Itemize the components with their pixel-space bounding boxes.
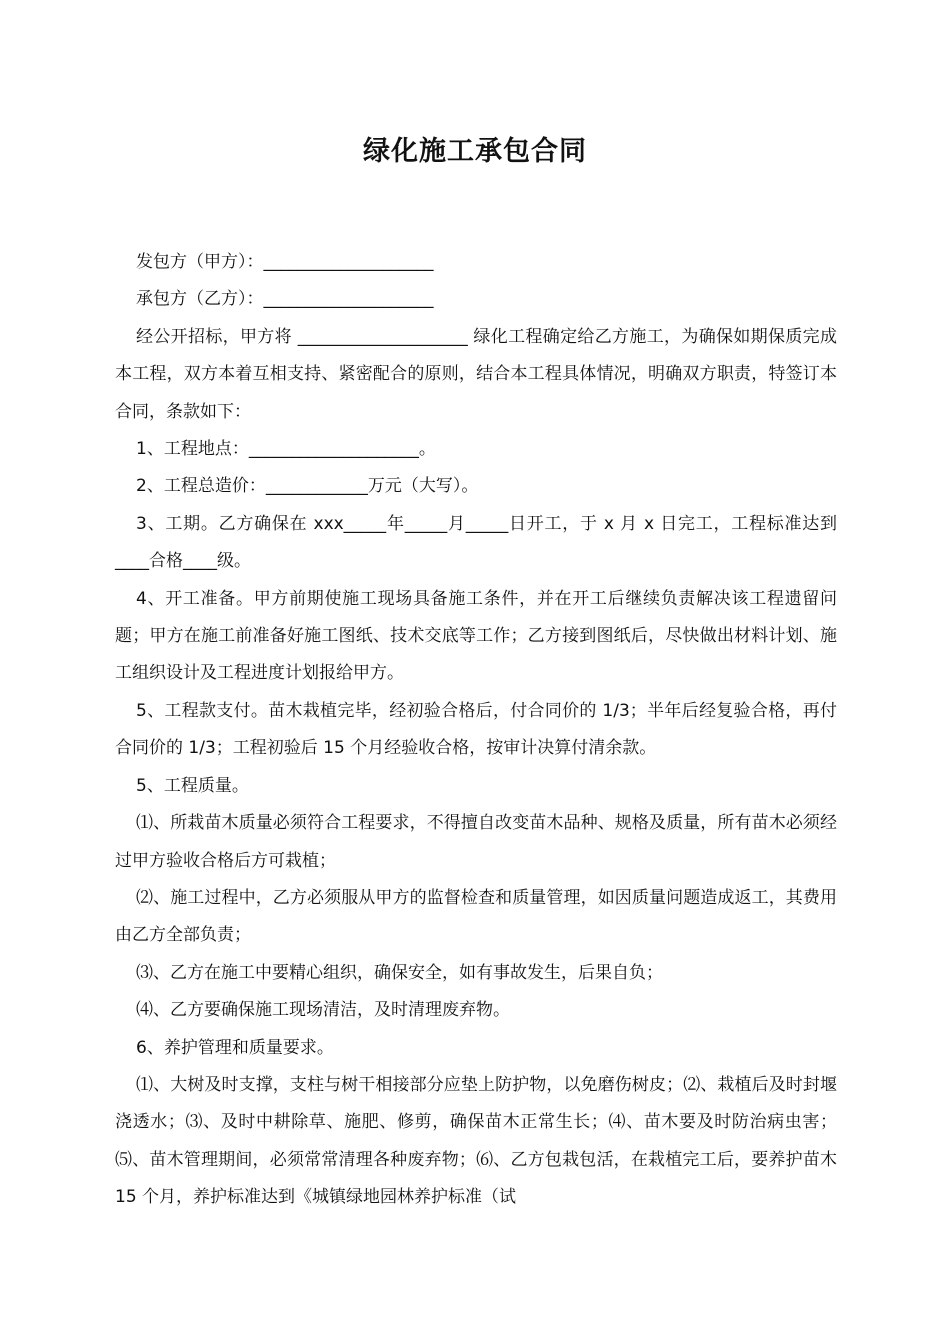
contract-body: [115, 244, 843, 1217]
clause-5-payment: 5、工程款支付。苗木栽植完毕，经初验合格后，付合同价的 1/3；半年后经复验合格，再付合同价的 1/3；工程初验后 15 个月经验收合格，按审计决算付清余款。: [115, 700, 837, 759]
quality-item-3: ⑶、乙方在施工中要精心组织，确保安全，如有事故发生，后果自负；: [136, 962, 663, 983]
maintenance-items: ⑴、大树及时支撑，支柱与树干相接部分应垫上防护物，以免磨伤树皮；⑵、栽植后及时封堰浇透水；⑶、及时中耕除草、施肥、修剪，确保苗木正常生长；⑷、苗木要及时防治病虫害；⑸、苗木管理期间，必须常常清理各种废弃物；⑹、乙方包栽包活，在栽植完工后，要养护苗木 15 个月，养护标准达到《城镇绿地园林养护标准（试: [115, 1074, 843, 1208]
clause-party-a: 发包方（甲方）：____________________: [136, 252, 434, 272]
quality-item-4: ⑷、乙方要确保施工现场清洁，及时清理废弃物。: [136, 1000, 510, 1021]
clause-4-preparation: 4、开工准备。甲方前期使施工现场具备施工条件，并在开工后继续负责解决该工程遗留问题；甲方在施工前准备好施工图纸、技术交底等工作；乙方接到图纸后，尽快做出材料计划、施工组织设计及工程进度计划报给甲方。: [115, 588, 837, 684]
clause-5-quality-heading: 5、工程质量。: [136, 775, 249, 796]
clause-party-b: 承包方（乙方）：____________________: [136, 289, 434, 310]
quality-item-2: ⑵、施工过程中，乙方必须服从甲方的监督检查和质量管理，如因质量问题造成返工，其费用由乙方全部负责；: [115, 887, 837, 946]
clause-1-location: 1、工程地点：____________________。: [136, 439, 436, 460]
clause-3-schedule: 3、工期。乙方确保在 xxx_____年_____月_____日开工，于 x 月 x 日完工，工程标准达到____合格____级。: [115, 513, 837, 572]
clause-2-total-cost: 2、工程总造价：____________万元（大写）。: [136, 476, 479, 497]
document-title: 绿化施工承包合同: [363, 136, 587, 167]
quality-item-1: ⑴、所栽苗木质量必须符合工程要求，不得擅自改变苗木品种、规格及质量，所有苗木必须经过甲方验收合格后方可栽植；: [115, 813, 837, 871]
clause-preamble: 经公开招标，甲方将 ____________________ 绿化工程确定给乙方施工，为确保如期保质完成本工程，双方本着互相支持、紧密配合的原则，结合本工程具体情况，明确双方职责，特签订本合同，条款如下：: [115, 326, 837, 422]
clause-6-maintenance-heading: 6、养护管理和质量要求。: [136, 1037, 334, 1058]
